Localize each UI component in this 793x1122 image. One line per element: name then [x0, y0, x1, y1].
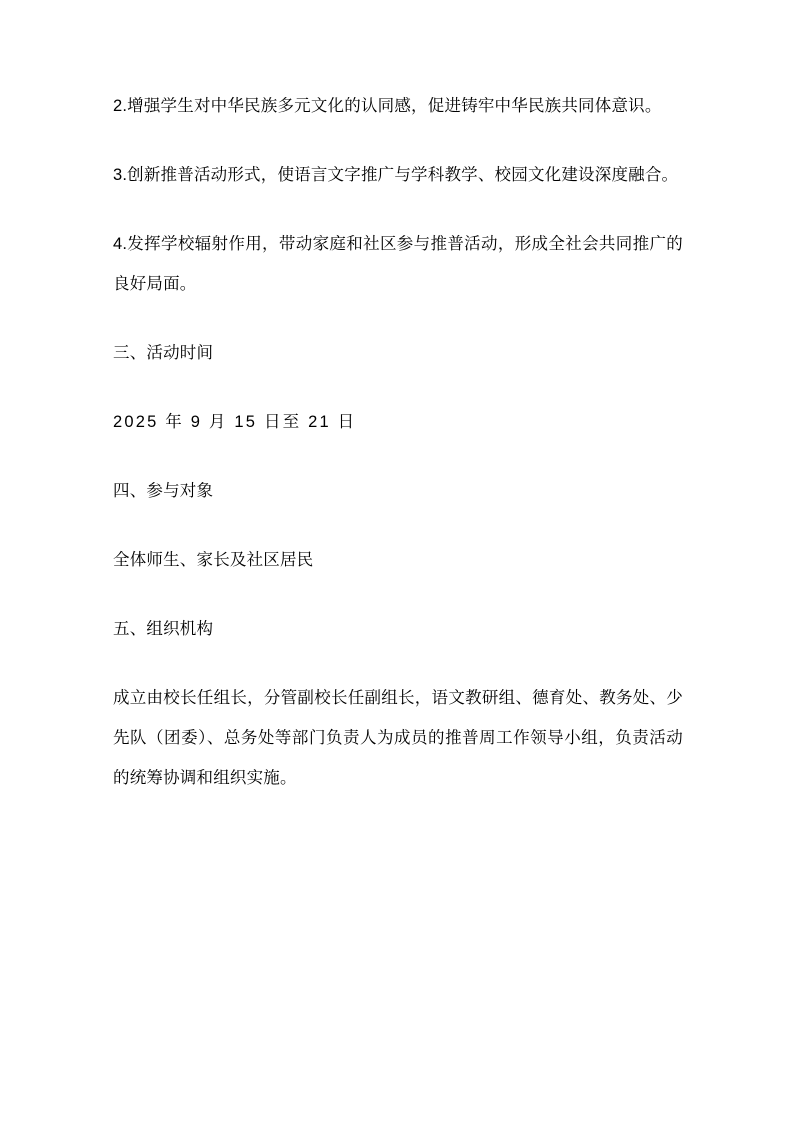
paragraph-objective-2: 2.增强学生对中华民族多元文化的认同感，促进铸牢中华民族共同体意识。: [113, 97, 662, 115]
paragraph-objective-3: 3.创新推普活动形式，使语言文字推广与学科教学、校园文化建设深度融合。: [113, 166, 679, 184]
heading-section-three: 三、活动时间: [113, 344, 214, 362]
document-body: [113, 86, 683, 798]
paragraph-participants: 全体师生、家长及社区居民: [113, 551, 314, 569]
paragraph-objective-4: 4.发挥学校辐射作用，带动家庭和社区参与推普活动，形成全社会共同推广的良好局面。: [113, 235, 683, 293]
paragraph-organization-detail: 成立由校长任组长，分管副校长任副组长，语文教研组、德育处、教务处、少先队（团委）、总务处等部门负责人为成员的推普周工作领导小组，负责活动的统筹协调和组织实施。: [113, 689, 683, 787]
heading-section-four: 四、参与对象: [113, 482, 214, 500]
paragraph-activity-date: 2025 年 9 月 15 日至 21 日: [113, 413, 357, 431]
heading-section-five: 五、组织机构: [113, 620, 214, 638]
